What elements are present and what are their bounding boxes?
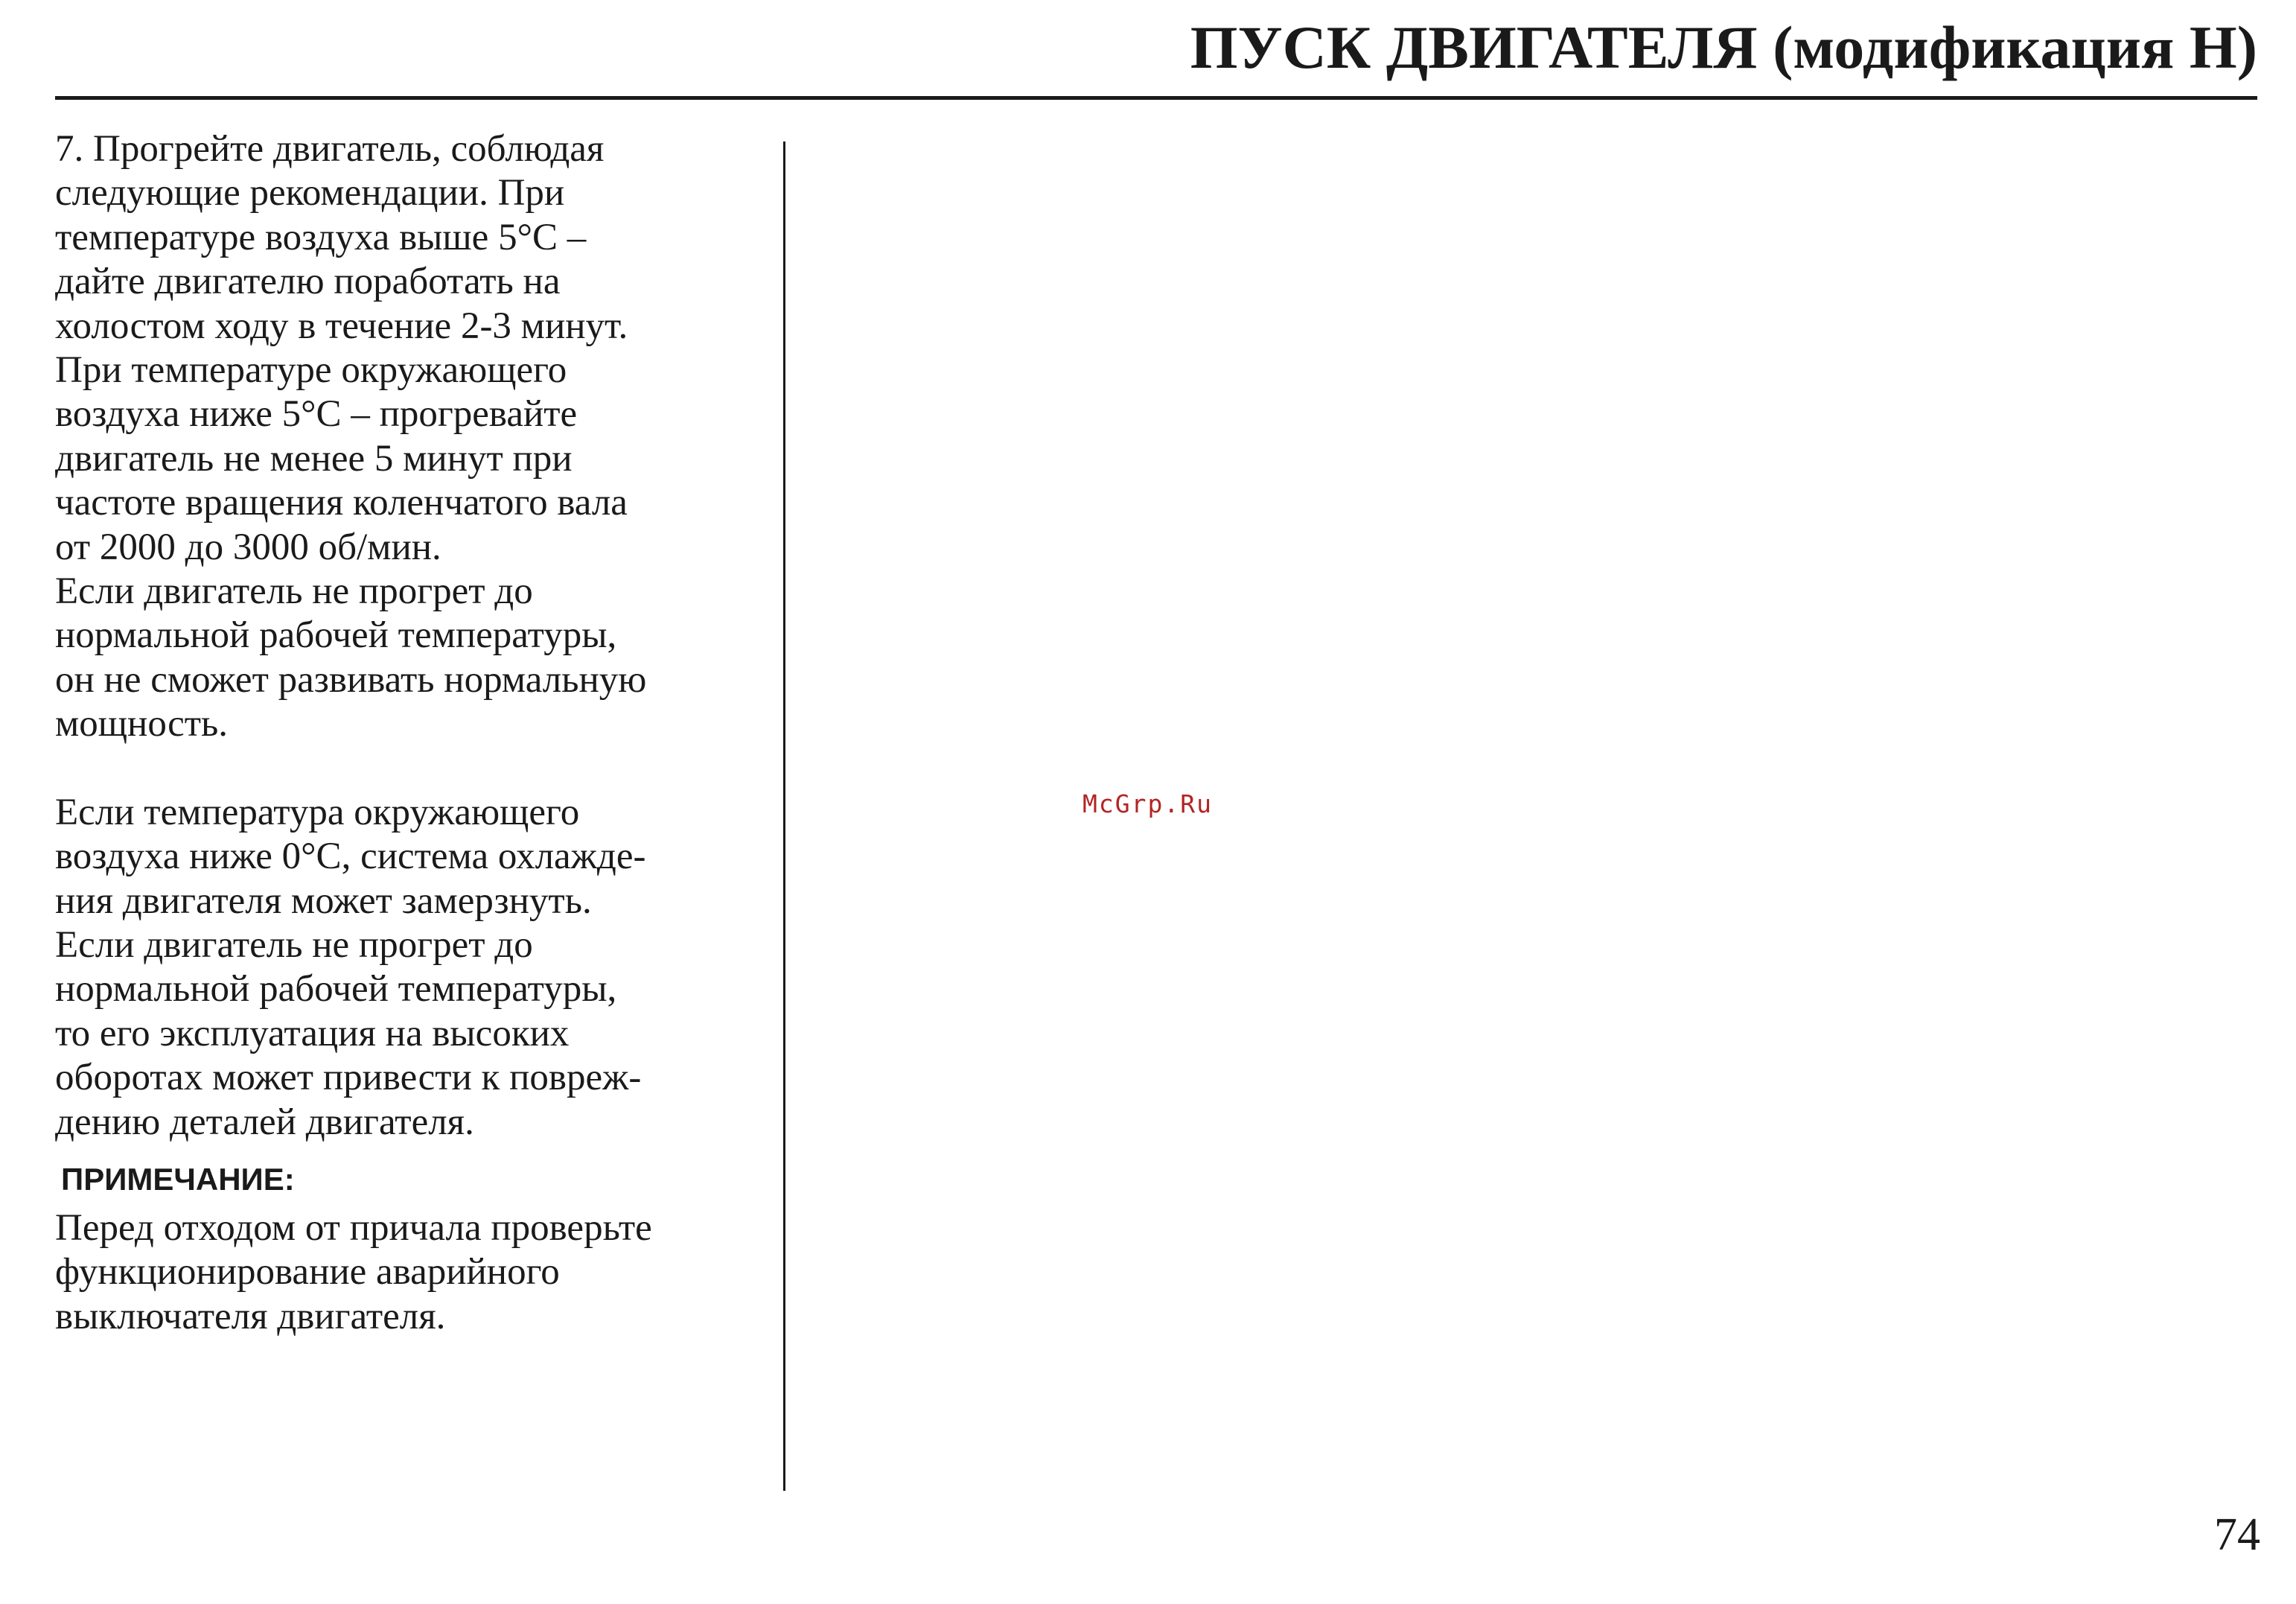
text-line: Перед отходом от причала проверьте xyxy=(55,1206,652,1249)
page-number: 74 xyxy=(2214,1509,2260,1560)
page-title: ПУСК ДВИГАТЕЛЯ (модификация Н) xyxy=(1190,13,2257,81)
paragraph-warm-up xyxy=(55,127,770,747)
text-line: двигатель не менее 5 минут при xyxy=(55,437,573,480)
text-line: дайте двигателю поработать на xyxy=(55,261,561,303)
column-divider xyxy=(783,141,785,1491)
text-line: Если двигатель не прогрет до xyxy=(55,570,533,613)
text-line: температуре воздуха выше 5°C – xyxy=(55,216,587,258)
note-body xyxy=(55,1206,770,1339)
text-line: он не сможет развивать нормальную xyxy=(55,658,647,701)
left-column xyxy=(55,127,770,1339)
text-line: функционирование аварийного xyxy=(55,1251,560,1293)
text-line: нормальной рабочей температуры, xyxy=(55,968,617,1011)
watermark: McGrp.Ru xyxy=(1082,789,1213,818)
text-line: Если температура окружающего xyxy=(55,791,580,833)
text-line: воздуха ниже 5°C – прогревайте xyxy=(55,393,578,436)
paragraph-spacer xyxy=(55,747,770,791)
text-line: воздуха ниже 0°C, система охлажде- xyxy=(55,836,646,878)
text-line: следующие рекомендации. При xyxy=(55,172,565,214)
text-line: При температуре окружающего xyxy=(55,349,567,392)
text-line: оборотах может привести к повреж- xyxy=(55,1057,642,1099)
text-line: то его эксплуатация на высоких xyxy=(55,1012,570,1054)
text-line: Если двигатель не прогрет до xyxy=(55,923,533,966)
text-line: 7. Прогрейте двигатель, соблюдая xyxy=(55,128,605,170)
header-rule xyxy=(55,96,2257,100)
text-line: выключателя двигателя. xyxy=(55,1295,446,1337)
text-line: от 2000 до 3000 об/мин. xyxy=(55,526,441,568)
text-line: ния двигателя может замерзнуть. xyxy=(55,879,592,922)
text-line: нормальной рабочей температуры, xyxy=(55,614,617,657)
text-line: мощность. xyxy=(55,703,229,745)
note-heading: ПРИМЕЧАНИЕ: xyxy=(61,1161,295,1197)
text-line: дению деталей двигателя. xyxy=(55,1101,474,1143)
text-line: частоте вращения коленчатого вала xyxy=(55,482,628,524)
text-line: холостом ходу в течение 2-3 минут. xyxy=(55,305,628,347)
paragraph-cold-warning xyxy=(55,791,770,1145)
